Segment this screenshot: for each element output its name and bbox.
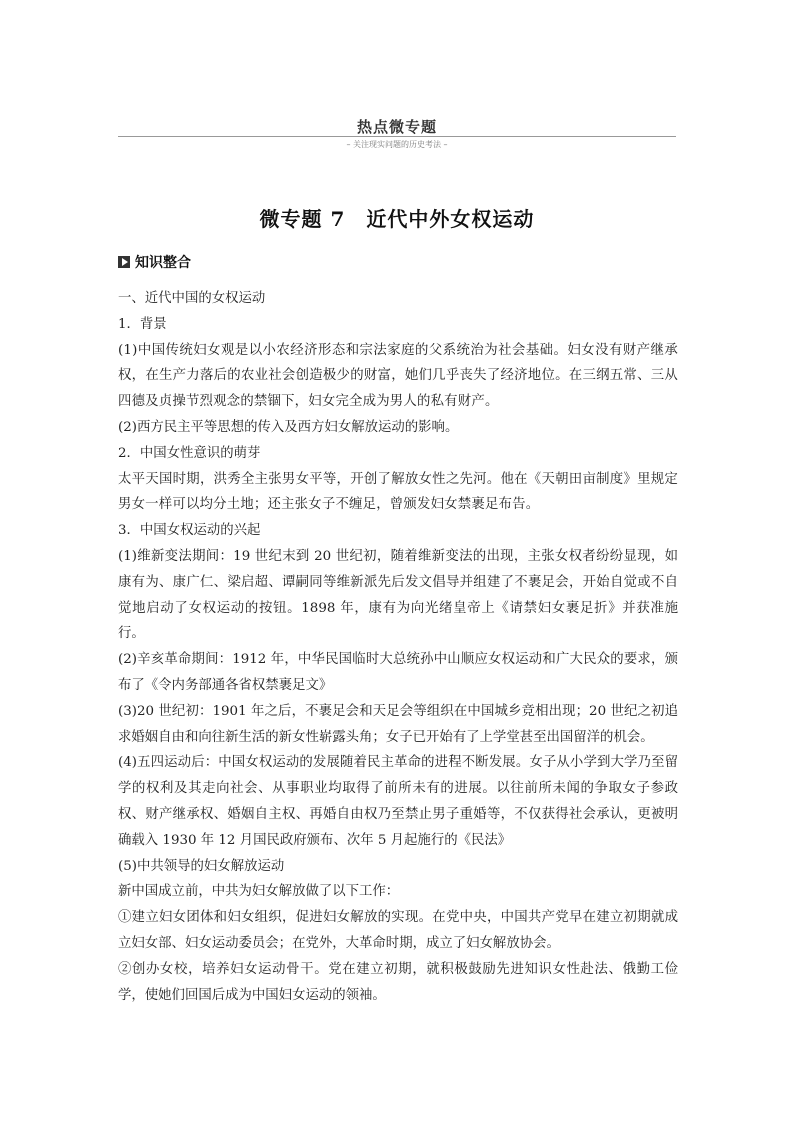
header-title: 热点微专题 bbox=[356, 118, 437, 136]
header-divider bbox=[118, 136, 676, 137]
page-title: 微专题 7 近代中外女权运动 bbox=[259, 207, 535, 231]
paragraph: ①建立妇女团体和妇女组织，促进妇女解放的实现。在党中央，中国共产党早在建立初期就成立妇女部、妇女运动委员会；在党外，大革命时期，成立了妇女解放协会。 bbox=[118, 910, 678, 951]
paragraph: ②创办女校，培养妇女运动骨干。党在建立初期，就积极鼓励先进知识女性赴法、俄勤工俭学，使她们回国后成为中国妇女运动的领袖。 bbox=[118, 961, 678, 1003]
paragraph: (2)辛亥革命期间：1912 年，中华民国临时大总统孙中山顺应女权运动和广大民众的要求，颁布了《令内务部通各省权禁裹足文》 bbox=[118, 652, 678, 693]
header-subtitle: – 关注现实问题的历史考法 – bbox=[346, 140, 448, 149]
paragraph: (3)20 世纪初：1901 年之后，不裹足会和天足会等组织在中国城乡竞相出现；20 世纪之初追求婚姻自由和向往新生活的新女性崭露头角；女子已开始有了上学堂甚至出国留洋的机会。 bbox=[118, 703, 678, 745]
heading-line: 一、近代中国的女权运动 bbox=[118, 291, 266, 306]
paragraph: (4)五四运动后：中国女权运动的发展随着民主革命的进程不断发展。女子从小学到大学乃至留学的权利及其走向社会、从事职业均取得了前所未有的进展。以往前所未闻的争取女子参政权、财产继承权、婚姻自主权、再婚自由权乃至禁止男子重婚等，不仅获得社会承认，更被明确载入 1930 年 12 月国民政府颁布、次年 5 月起施行的《民法》 bbox=[118, 755, 678, 848]
play-triangle-icon bbox=[118, 256, 130, 268]
paragraph: (5)中共领导的妇女解放运动 bbox=[118, 858, 285, 874]
subheading-line: 1．背景 bbox=[118, 316, 167, 332]
paragraph: 新中国成立前，中共为妇女解放做了以下工作： bbox=[118, 884, 400, 900]
subheading-line: 2．中国女性意识的萌芽 bbox=[118, 445, 261, 461]
subheading-line: 3．中国女权运动的兴起 bbox=[118, 523, 261, 539]
paragraph: 太平天国时期，洪秀全主张男女平等，开创了解放女性之先河。他在《天朝田亩制度》里规定男女一样可以均分土地；还主张女子不缠足，曾颁发妇女禁裹足布告。 bbox=[118, 471, 678, 513]
paragraph: (1)中国传统妇女观是以小农经济形态和宗法家庭的父系统治为社会基础。妇女没有财产继承权，在生产力落后的农业社会创造极少的财富，她们几乎丧失了经济地位。在三纲五常、三从四德及贞操节烈观念的禁锢下，妇女完全成为男人的私有财产。 bbox=[118, 342, 678, 410]
section-heading-label: 知识整合 bbox=[135, 255, 191, 271]
paragraph: (1)维新变法期间：19 世纪末到 20 世纪初，随着维新变法的出现，主张女权者纷纷显现，如康有为、康广仁、梁启超、谭嗣同等维新派先后发文倡导并组建了不裹足会，开始自觉或不自觉地启动了女权运动的按钮。1898 年，康有为向光绪皇帝上《请禁妇女裹足折》并获准施行。 bbox=[118, 548, 678, 642]
body-text bbox=[118, 286, 678, 1008]
paragraph: (2)西方民主平等思想的传入及西方妇女解放运动的影响。 bbox=[118, 419, 459, 435]
section-heading bbox=[118, 252, 191, 272]
